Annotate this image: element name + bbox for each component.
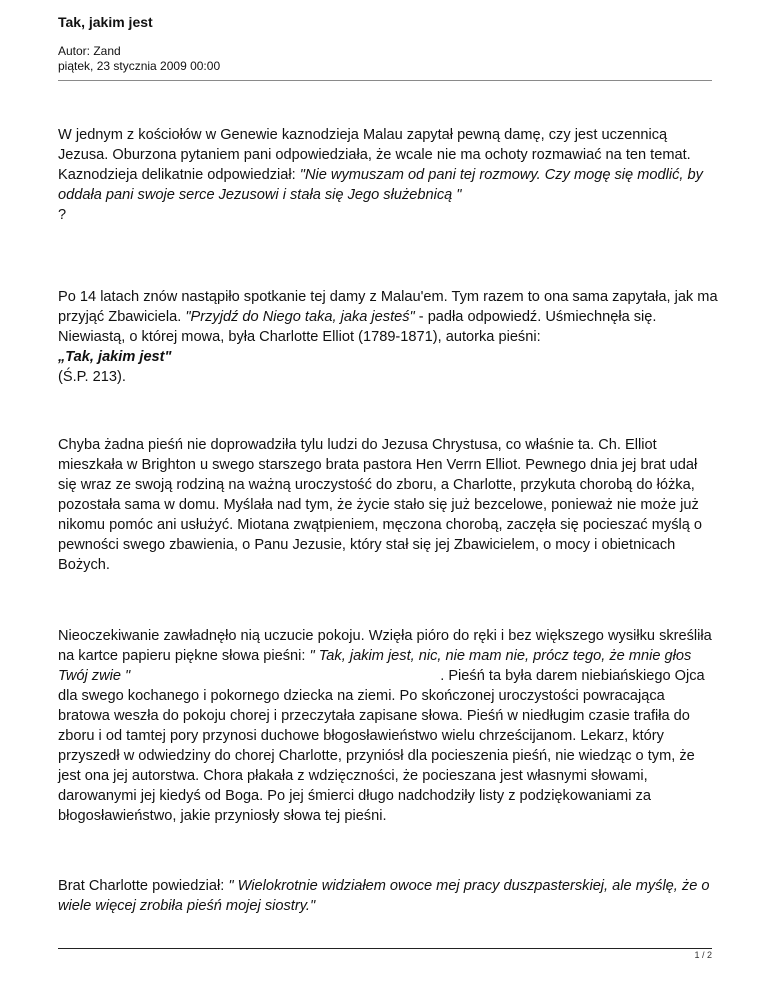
paragraph-1-tail: ? xyxy=(58,207,67,223)
paragraph-2-text-cont: - padła odpowiedź. Uśmiechnęła się. Niewiastą, o której mowa, była Charlotte Elliot (1789-1871), autorka pieśni: xyxy=(58,309,657,345)
paragraph-4-text: Nieoczekiwanie zawładnęło nią uczucie pokoju. Wzięła pióro do ręki i bez większego wysiłku skreśliła na kartce papieru piękne słowa pieśni: xyxy=(58,628,712,664)
paragraph-2 xyxy=(58,287,718,387)
paragraph-3: Chyba żadna pieśń nie doprowadziła tylu ludzi do Jezusa Chrystusa, co właśnie ta. Ch. Elliot mieszkała w Brighton u swego starszego brata pastora Hen Verrn Elliot. Pewnego dnia jej brat udał się wraz ze swoją rodziną na ważną uroczystość do zboru, a Charlotte, przykuta chorobą do łóżka, pozostała sama w domu. Myślała nad tym, że życie stało się już bezcelowe, ponieważ nie może już nikomu pomóc ani usłużyć. Miotana zwątpieniem, męczona chorobą, zaczęła się pocieszać myślą o pewności swego zbawienia, o Panu Jezusie, który stał się jej Zbawicielem, o mocy i obietnicach Bożych. xyxy=(58,437,703,573)
footer-divider xyxy=(58,948,712,949)
paragraph-4-text-cont: . Pieśń ta była darem niebiańskiego Ojca dla swego kochanego i pokornego dziecka na ziemi. Po skończonej uroczystości powracająca bratowa weszła do pokoju chorej i przeczytała zapisane słowa. Pieśń w niedługim czasie trafiła do zboru i od tamtej pory przynosi duchowe błogosławieństwo wielu chrześcijanom. Lekarz, który przyszedł w odwiedziny do chorej Charlotte, przyniósł dla pocieszenia pieśń, nie wiedząc o tym, że jest ona jej autorstwa. Chora płakała z wdzięczności, że pocieszana jest własnymi słowami, darowanymi jej kiedyś od Boga. Po jej śmierci długo nadchodziły listy z podziękowaniami za błogosławieństwo, jakie przyniosły słowa tej pieśni. xyxy=(58,668,705,824)
article-body xyxy=(58,125,718,916)
date-line: piątek, 23 stycznia 2009 00:00 xyxy=(58,59,221,73)
paragraph-4-quote: " Tak, jakim jest, nic, nie mam nie, prócz tego, że mnie głos Twój zwie " xyxy=(58,648,692,684)
paragraph-5-quote: " Wielokrotnie widziałem owoce mej pracy duszpasterskiej, ale myślę, że o wiele więcej zrobiła pieśń mojej siostry." xyxy=(58,878,710,914)
paragraph-5-text: Brat Charlotte powiedział: xyxy=(58,878,229,894)
paragraph-2-text: Po 14 latach znów nastąpiło spotkanie tej damy z Malau'em. Tym razem to ona sama zapytała, jak ma przyjąć Zbawiciela. xyxy=(58,289,718,325)
song-title: „Tak, jakim jest" xyxy=(58,349,172,365)
paragraph-1 xyxy=(58,125,718,225)
paragraph-5 xyxy=(58,876,718,916)
author-line: Autor: Zand xyxy=(58,44,121,58)
page-number: 1 / 2 xyxy=(694,950,712,960)
article-meta xyxy=(58,44,220,74)
page-title: Tak, jakim jest xyxy=(58,14,153,30)
paragraph-1-quote: "Nie wymuszam od pani tej rozmowy. Czy mogę się modlić, by oddała pani swoje serce Jezusowi i stała się Jego służebnicą " xyxy=(58,167,703,203)
paragraph-4 xyxy=(58,626,718,826)
header-divider xyxy=(58,80,712,81)
song-reference: (Ś.P. 213). xyxy=(58,369,126,385)
paragraph-1-text: W jednym z kościołów w Genewie kaznodzieja Malau zapytał pewną damę, czy jest uczennicą Jezusa. Oburzona pytaniem pani odpowiedziała, że wcale nie ma ochoty rozmawiać na ten temat. Kaznodzieja delikatnie odpowiedział: xyxy=(58,127,691,183)
paragraph-2-quote: "Przyjdź do Niego taka, jaka jesteś" xyxy=(185,309,415,325)
